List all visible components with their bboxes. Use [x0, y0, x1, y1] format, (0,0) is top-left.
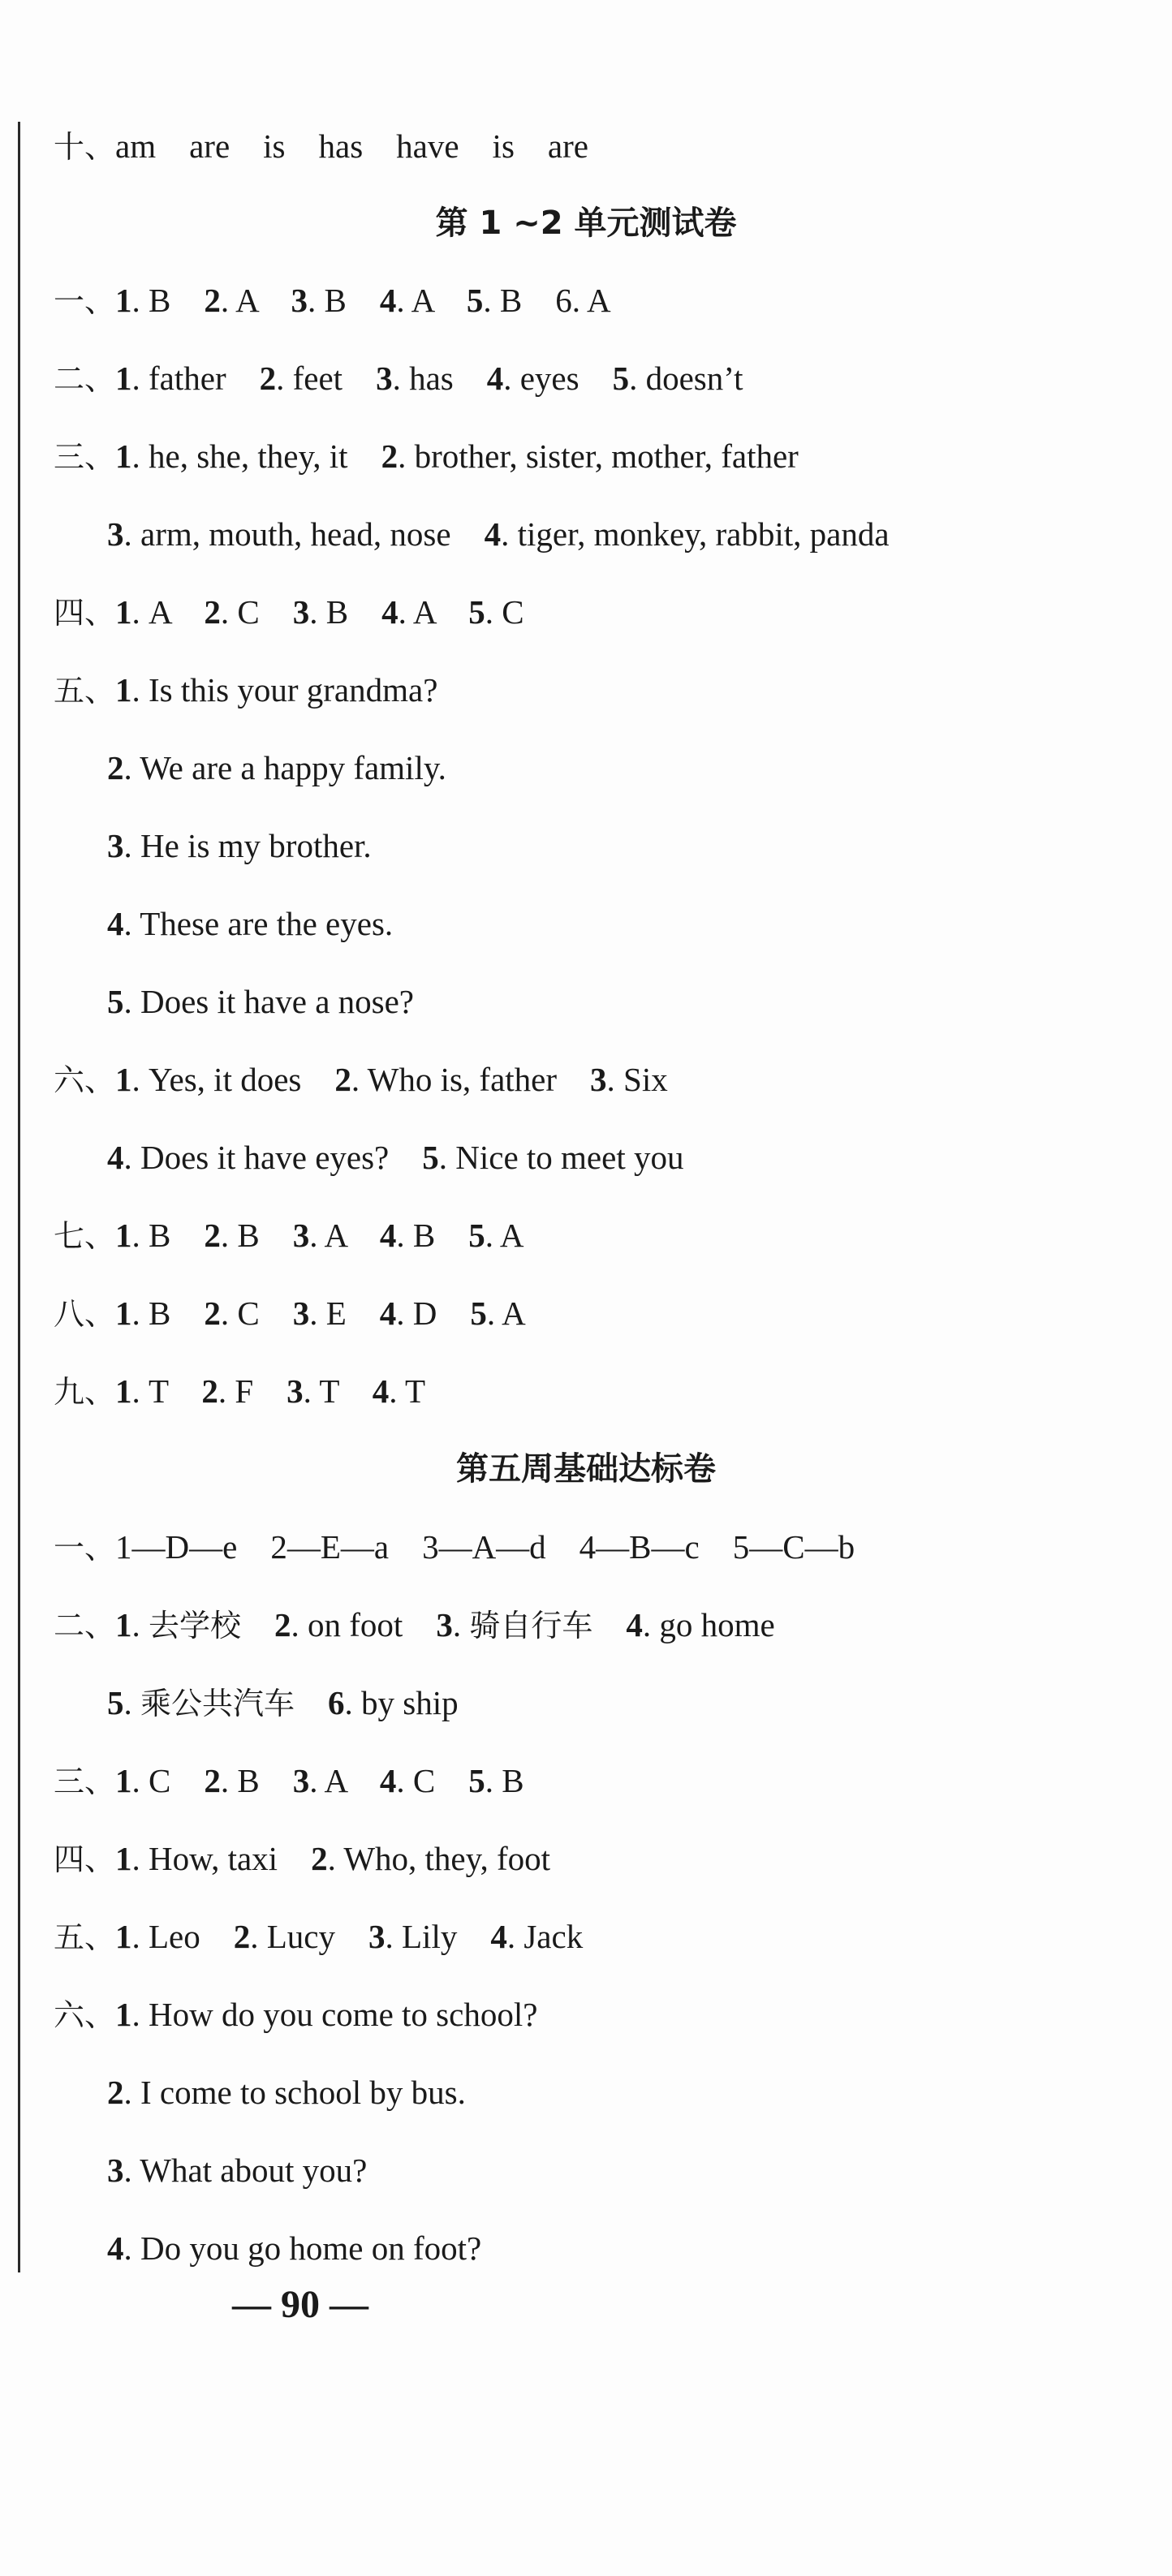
- section-label: 十、: [54, 129, 116, 165]
- unit12-q2: 二、1. father 2. feet 3. has 4. eyes 5. doesn’t: [54, 360, 743, 397]
- unit12-q6a: 六、1. Yes, it does 2. Who is, father 3. Six: [54, 1061, 668, 1098]
- week5-q6-1: 六、1. How do you come to school?: [54, 1996, 538, 2033]
- week5-q6-3: 3. What about you?: [107, 2152, 368, 2189]
- week5-q2a: 二、1. 去学校 2. on foot 3. 骑自行车 4. go home: [54, 1606, 775, 1643]
- week5-q3: 三、1. C 2. B 3. A 4. C 5. B: [54, 1762, 524, 1799]
- unit12-q5-3: 3. He is my brother.: [107, 827, 372, 864]
- unit12-q7: 七、1. B 2. B 3. A 4. B 5. A: [54, 1217, 524, 1254]
- week5-q4: 四、1. How, taxi 2. Who, they, foot: [54, 1840, 550, 1877]
- unit12-q9: 九、1. T 2. F 3. T 4. T: [54, 1372, 426, 1410]
- unit-test-title: 第 1 ~2 单元测试卷: [435, 205, 737, 242]
- unit12-q5-2: 2. We are a happy family.: [107, 749, 446, 786]
- unit12-q8: 八、1. B 2. C 3. E 4. D 5. A: [54, 1294, 526, 1332]
- margin-rule: [18, 122, 20, 2272]
- week5-q5: 五、1. Leo 2. Lucy 3. Lily 4. Jack: [54, 1918, 584, 1955]
- unit12-q5-4: 4. These are the eyes.: [107, 905, 394, 942]
- unit12-q4: 四、1. A 2. C 3. B 4. A 5. C: [54, 593, 524, 631]
- week5-q2b: 5. 乘公共汽车 6. by ship: [107, 1684, 459, 1721]
- page-number: — 90 —: [232, 2283, 368, 2326]
- week5-q1: 一、1—D—e 2—E—a 3—A—d 4—B—c 5—C—b: [54, 1528, 855, 1566]
- unit12-q1: 一、1. B 2. A 3. B 4. A 5. B 6. A: [54, 282, 611, 319]
- week5-title: 第五周基础达标卷: [456, 1450, 716, 1488]
- unit12-q3a: 三、1. he, she, they, it 2. brother, sister, mother, father: [54, 437, 799, 475]
- unit12-q3b: 3. arm, mouth, head, nose 4. tiger, monkey, rabbit, panda: [107, 515, 890, 553]
- week5-q6-4: 4. Do you go home on foot?: [107, 2229, 482, 2267]
- unit12-q6b: 4. Does it have eyes? 5. Nice to meet you: [107, 1139, 684, 1176]
- answers-text: am are is has have is are: [115, 127, 588, 165]
- unit12-q5-5: 5. Does it have a nose?: [107, 983, 414, 1020]
- unit12-q5-1: 五、1. Is this your grandma?: [54, 671, 438, 709]
- section-10-line: [54, 122, 588, 170]
- week5-q6-2: 2. I come to school by bus.: [107, 2074, 466, 2111]
